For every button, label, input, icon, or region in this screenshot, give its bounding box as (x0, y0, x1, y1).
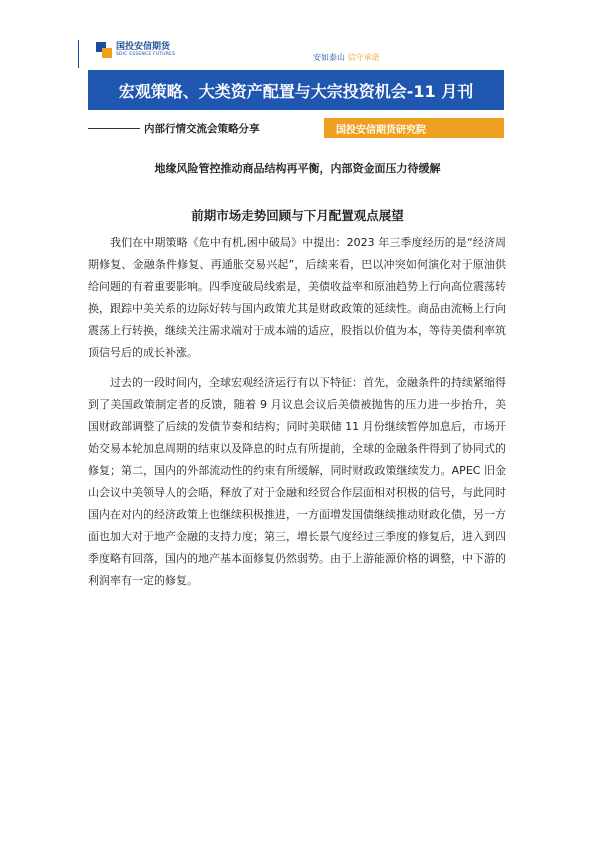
slogan-part-b: 信守承诺 (347, 53, 380, 62)
logo-name-en: SDIC ESSENCE FUTURES (116, 52, 176, 57)
report-title: 宏观策略、大类资产配置与大宗投资机会-11 月刊 (118, 81, 474, 101)
article-body (88, 232, 506, 600)
slogan (313, 52, 380, 63)
subtitle-row (88, 118, 504, 138)
subtitle-dash-rule (88, 128, 140, 129)
company-logo (96, 42, 175, 58)
section-title: 前期市场走势回顾与下月配置观点展望 (191, 208, 404, 223)
institute-badge: 国投安信期货研究院 (324, 118, 504, 138)
left-accent-rule (78, 40, 79, 68)
logo-mark-icon (96, 42, 112, 58)
logo-name-cn: 国投安信期货 (116, 42, 171, 52)
paragraph-1: 我们在中期策略《危中有机,困中破局》中提出：2023 年三季度经历的是“经济周期修复、金融条件修复、再通胀交易兴起”，后续来看，巴以冲突如何演化对于原油供给问题的有着重要影响。四季度破局线索是，美债收益率和原油趋势上行向高位震荡转换，跟踪中美关系的边际好转与国内政策尤其是财政政策的延续性。商品由流畅上行向震荡上行转换，继续关注需求端对于成本端的适应，股指以价值为本，等待美债利率筑顶信号后的成长补涨。 (88, 236, 506, 359)
report-title-bar (88, 70, 504, 110)
slogan-part-a: 安如泰山 (313, 53, 345, 62)
report-subtitle: 内部行情交流会策略分享 (144, 123, 260, 135)
article-headline: 地缘风险管控推动商品结构再平衡，内部资金面压力待缓解 (154, 162, 441, 175)
paragraph-2: 过去的一段时间内，全球宏观经济运行有以下特征：首先，金融条件的持续紧缩得到了美国政策制定者的反馈，随着 9 月议息会议后美债被抛售的压力进一步抬升，美国财政部调整了后续的发债节奏和结构；同时美联储 11 月份继续暂停加息后，市场开始交易本轮加息周期的结束以及降息的时点有所提前，全球的金融条件得到了协同式的修复；第二，国内的外部流动性的约束有所缓解，同时财政政策继续发力。APEC 旧金山会议中美领导人的会晤，释放了对于金融和经贸合作层面相对积极的信号，与此同时国内在对内的经济政策上也继续积极推进，一方面增发国债继续推动财政化债，另一方面也加大对于地产金融的支持力度；第三，增长景气度经过三季度的修复后，进入到四季度略有回落，国内的地产基本面修复仍然弱势。由于上游能源价格的调整，中下游的利润率有一定的修复。 (88, 376, 506, 587)
